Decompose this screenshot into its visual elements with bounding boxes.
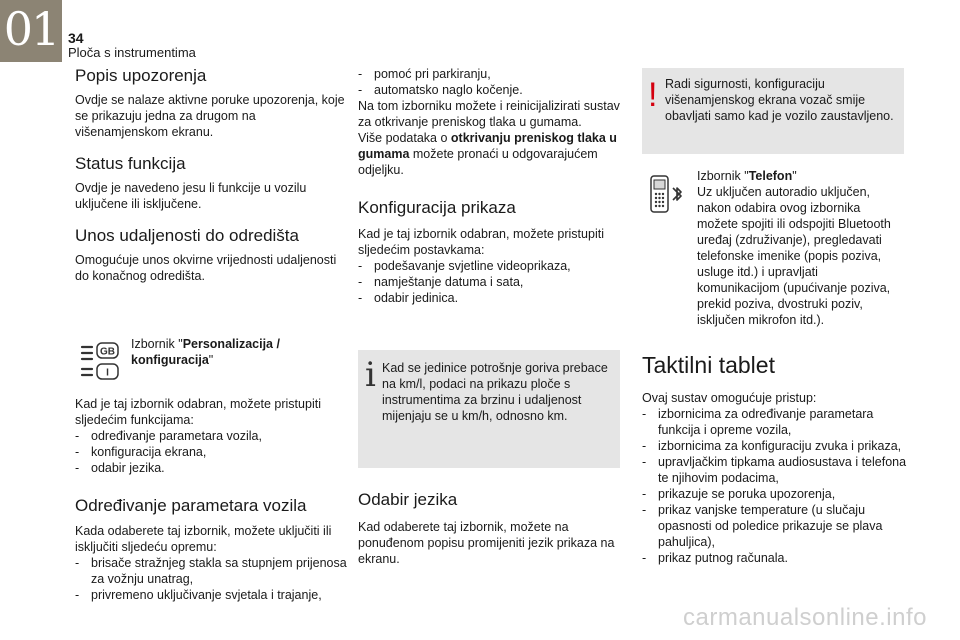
phone-menu-section — [697, 168, 902, 328]
bluetooth-phone-icon — [646, 174, 686, 216]
list-item: - pomoć pri parkiranju, — [358, 66, 620, 82]
page-number: 34 — [68, 30, 84, 46]
info-box-text: Kad se jedinice potrošnje goriva prebace na km/l, podaci na prikazu ploče s instrumentima za brzinu i udaljenost mijenjaju se u km/h, odnosno km. — [382, 361, 608, 423]
warning-box — [642, 68, 904, 154]
menu-functions-list — [75, 428, 347, 476]
display-configuration-intro: Kad je taj izbornik odabran, možete pristupiti sljedećim postavkama: — [358, 227, 604, 257]
column-right-lower — [642, 352, 907, 566]
menu-phone-name: Telefon — [748, 169, 793, 183]
function-status-text: Ovdje je navedeno jesu li funkcije u vozilu uključene ili isključene. — [75, 181, 307, 211]
phone-menu-text: Uz uključen autoradio uključen, nakon odabira ovog izbornika možete spojiti ili odspojiti Bluetooth uređaj (združivanje), pregledavati telefonske imenike (popis poziva, usluge itd.) i upravljati komunikacijom (upućivanje poziva, prekid poziva, dvostruki poziv, isključen mikrofon itd.). — [697, 185, 891, 327]
list-item: - odabir jezika. — [75, 460, 347, 476]
list-item: - izbornicima za konfiguraciju zvuka i prikaza, — [642, 438, 907, 454]
vehicle-parameters-list — [75, 555, 347, 603]
list-item: - automatsko naglo kočenje. — [358, 82, 620, 98]
watermark: carmanualsonline.info — [683, 604, 927, 631]
list-item: - prikazuje se poruka upozorenja, — [642, 486, 907, 502]
vehicle-parameters-intro: Kada odaberete taj izbornik, možete uključiti ili isključiti sljedeću opremu: — [75, 524, 332, 554]
list-item: - brisače stražnjeg stakla sa stupnjem prijenosa za vožnju unatrag, — [75, 555, 347, 587]
heading-vehicle-parameters: Određivanje parametara vozila — [75, 496, 307, 515]
list-item: - upravljačkim tipkama audiosustava i telefona te njihovim podacima, — [642, 454, 907, 486]
heading-language-selection: Odabir jezika — [358, 490, 458, 509]
chapter-number: 01 — [3, 2, 59, 56]
list-item: - namještanje datuma i sata, — [358, 274, 620, 290]
column-left-lower — [75, 396, 347, 603]
list-item: - određivanje parametara vozila, — [75, 428, 347, 444]
exclamation-icon: ! — [648, 76, 658, 114]
menu-phone-label: Izbornik "Telefon" — [697, 169, 797, 183]
column-middle — [358, 66, 620, 306]
display-configuration-list — [358, 258, 620, 306]
touch-tablet-intro: Ovaj sustav omogućuje pristup: — [642, 391, 817, 405]
heading-destination-distance: Unos udaljenosti do odredišta — [75, 226, 299, 245]
icon-badge-text: GB — [100, 346, 115, 358]
menu-personalisation-name: Personalizacija / konfiguracija — [131, 337, 280, 367]
list-item: - prikaz putnog računala. — [642, 550, 907, 566]
menu-personalisation-label: Izbornik "Personalizacija / konfiguracija" — [131, 337, 280, 367]
list-item: - izbornicima za određivanje parametara funkcija i opreme vozila, — [642, 406, 907, 438]
info-icon: i — [365, 355, 376, 395]
reinit-text: Na tom izborniku možete i reinicijalizirati sustav za otkrivanje preniskog tlaka u gumama. — [358, 99, 620, 129]
chapter-title: Ploča s instrumentima — [68, 45, 196, 60]
list-item: - konfiguracija ekrana, — [75, 444, 347, 460]
tyre-pressure-ref: Više podataka o otkrivanju preniskog tlaka u gumama možete pronaći u odgovarajućem odjeljku. — [358, 131, 617, 177]
gb-language-icon — [80, 341, 120, 383]
column-middle-lower — [358, 490, 620, 567]
vehicle-parameters-list-continued — [358, 66, 620, 98]
list-item: - privremeno uključivanje svjetala i trajanje, — [75, 587, 347, 603]
touch-tablet-list — [642, 406, 907, 566]
warning-list-text: Ovdje se nalaze aktivne poruke upozorenja, koje se prikazuju jedna za drugom na višenamjenskom ekranu. — [75, 93, 345, 139]
language-selection-text: Kad odaberete taj izbornik, možete na ponuđenom popisu promijeniti jezik prikaza na ekranu. — [358, 520, 615, 566]
heading-warning-list: Popis upozorenja — [75, 66, 207, 85]
heading-display-configuration: Konfiguracija prikaza — [358, 198, 516, 217]
heading-function-status: Status funkcija — [75, 154, 186, 173]
menu-functions-intro: Kad je taj izbornik odabran, možete pristupiti sljedećim funkcijama: — [75, 397, 321, 427]
list-item: - odabir jedinica. — [358, 290, 620, 306]
column-left — [75, 66, 347, 284]
warning-box-text: Radi sigurnosti, konfiguraciju višenamjenskog ekrana vozač smije obavljati samo kad je vozilo zaustavljeno. — [665, 77, 894, 123]
chapter-tab — [0, 0, 62, 62]
icon-letter-text: I — [106, 367, 109, 379]
list-item: - prikaz vanjske temperature (u slučaju opasnosti od poledice prikazuje se plava pahuljica), — [642, 502, 907, 550]
destination-distance-text: Omogućuje unos okvirne vrijednosti udaljenosti do konačnog odredišta. — [75, 253, 337, 283]
list-item: - podešavanje svjetline videoprikaza, — [358, 258, 620, 274]
heading-touch-tablet: Taktilni tablet — [642, 352, 775, 378]
info-box — [358, 350, 620, 468]
